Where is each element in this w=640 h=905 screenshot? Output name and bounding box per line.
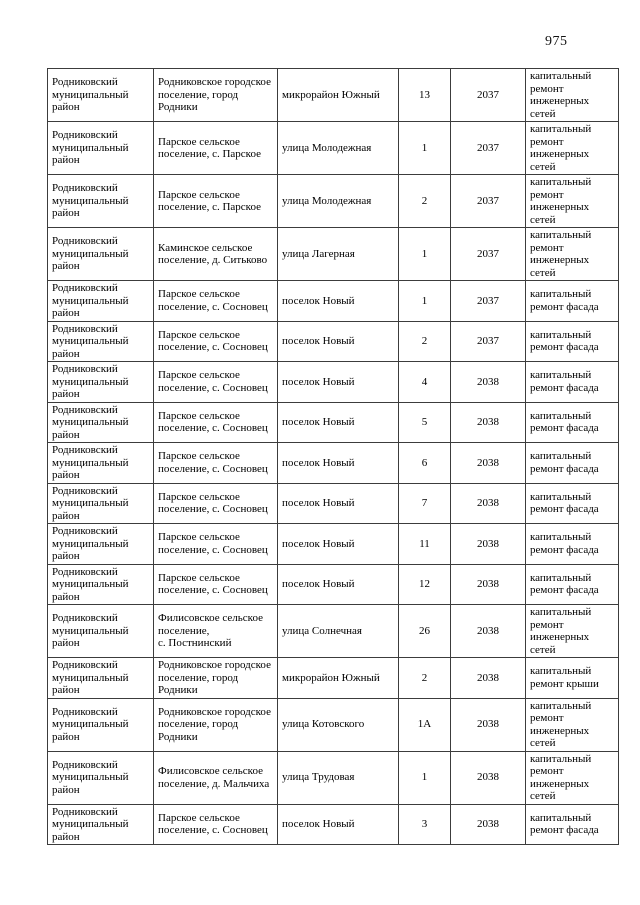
- cell-district: Родниковский муниципальный район: [48, 321, 154, 362]
- table-row: [48, 564, 619, 605]
- cell-house: 1: [399, 228, 451, 281]
- cell-district: Родниковский муниципальный район: [48, 658, 154, 699]
- cell-work: капитальный ремонт фасада: [526, 443, 619, 484]
- cell-street: поселок Новый: [278, 524, 399, 565]
- cell-year: 2038: [451, 564, 526, 605]
- cell-street: поселок Новый: [278, 402, 399, 443]
- cell-settlement: Парское сельское поселение, с. Сосновец: [154, 362, 278, 403]
- cell-street: микрорайон Южный: [278, 658, 399, 699]
- cell-district: Родниковский муниципальный район: [48, 69, 154, 122]
- cell-year: 2038: [451, 362, 526, 403]
- table-row: [48, 443, 619, 484]
- cell-year: 2037: [451, 175, 526, 228]
- cell-work: капитальный ремонт фасада: [526, 564, 619, 605]
- cell-district: Родниковский муниципальный район: [48, 228, 154, 281]
- cell-settlement: Парское сельское поселение, с. Сосновец: [154, 321, 278, 362]
- cell-work: капитальный ремонт фасада: [526, 483, 619, 524]
- cell-year: 2038: [451, 524, 526, 565]
- cell-work: капитальный ремонт инженерных сетей: [526, 605, 619, 658]
- table-row: [48, 175, 619, 228]
- cell-house: 2: [399, 321, 451, 362]
- cell-work: капитальный ремонт фасада: [526, 321, 619, 362]
- cell-house: 3: [399, 804, 451, 845]
- cell-district: Родниковский муниципальный район: [48, 751, 154, 804]
- cell-district: Родниковский муниципальный район: [48, 698, 154, 751]
- cell-street: улица Котовского: [278, 698, 399, 751]
- cell-district: Родниковский муниципальный район: [48, 175, 154, 228]
- cell-street: поселок Новый: [278, 443, 399, 484]
- cell-settlement: Родниковское городское поселение, город Родники: [154, 69, 278, 122]
- cell-work: капитальный ремонт фасада: [526, 281, 619, 322]
- cell-year: 2038: [451, 605, 526, 658]
- cell-work: капитальный ремонт инженерных сетей: [526, 69, 619, 122]
- cell-settlement: Каминское сельское поселение, д. Ситьково: [154, 228, 278, 281]
- cell-house: 2: [399, 175, 451, 228]
- cell-street: улица Молодежная: [278, 122, 399, 175]
- cell-street: микрорайон Южный: [278, 69, 399, 122]
- cell-work: капитальный ремонт фасада: [526, 402, 619, 443]
- cell-work: капитальный ремонт фасада: [526, 804, 619, 845]
- cell-street: улица Молодежная: [278, 175, 399, 228]
- cell-house: 26: [399, 605, 451, 658]
- cell-settlement: Парское сельское поселение, с. Парское: [154, 175, 278, 228]
- cell-house: 2: [399, 658, 451, 699]
- cell-year: 2037: [451, 321, 526, 362]
- cell-house: 1: [399, 122, 451, 175]
- table-row: [48, 658, 619, 699]
- cell-street: поселок Новый: [278, 804, 399, 845]
- cell-street: улица Солнечная: [278, 605, 399, 658]
- cell-year: 2038: [451, 443, 526, 484]
- repair-schedule-table: [47, 68, 619, 845]
- cell-house: 6: [399, 443, 451, 484]
- table-row: [48, 804, 619, 845]
- cell-street: улица Лагерная: [278, 228, 399, 281]
- cell-house: 1: [399, 751, 451, 804]
- cell-settlement: Родниковское городское поселение, город Родники: [154, 698, 278, 751]
- table-row: [48, 228, 619, 281]
- cell-street: поселок Новый: [278, 564, 399, 605]
- page-number: 975: [545, 34, 568, 49]
- table-row: [48, 483, 619, 524]
- cell-settlement: Родниковское городское поселение, город Родники: [154, 658, 278, 699]
- cell-street: поселок Новый: [278, 321, 399, 362]
- table-row: [48, 362, 619, 403]
- cell-work: капитальный ремонт инженерных сетей: [526, 698, 619, 751]
- cell-district: Родниковский муниципальный район: [48, 281, 154, 322]
- table-row: [48, 605, 619, 658]
- cell-house: 4: [399, 362, 451, 403]
- cell-year: 2038: [451, 698, 526, 751]
- table-row: [48, 321, 619, 362]
- cell-year: 2037: [451, 122, 526, 175]
- cell-year: 2038: [451, 804, 526, 845]
- table-body: [48, 69, 619, 845]
- table-row: [48, 698, 619, 751]
- cell-house: 1А: [399, 698, 451, 751]
- cell-house: 5: [399, 402, 451, 443]
- cell-house: 12: [399, 564, 451, 605]
- cell-work: капитальный ремонт крыши: [526, 658, 619, 699]
- cell-house: 13: [399, 69, 451, 122]
- cell-district: Родниковский муниципальный район: [48, 122, 154, 175]
- cell-district: Родниковский муниципальный район: [48, 362, 154, 403]
- cell-house: 7: [399, 483, 451, 524]
- cell-settlement: Парское сельское поселение, с. Сосновец: [154, 483, 278, 524]
- cell-settlement: Парское сельское поселение, с. Сосновец: [154, 524, 278, 565]
- cell-district: Родниковский муниципальный район: [48, 524, 154, 565]
- cell-work: капитальный ремонт инженерных сетей: [526, 751, 619, 804]
- cell-settlement: Парское сельское поселение, с. Парское: [154, 122, 278, 175]
- cell-work: капитальный ремонт фасада: [526, 362, 619, 403]
- cell-year: 2038: [451, 483, 526, 524]
- cell-house: 1: [399, 281, 451, 322]
- cell-house: 11: [399, 524, 451, 565]
- cell-settlement: Филисовское сельское поселение, с. Постнинский: [154, 605, 278, 658]
- cell-settlement: Парское сельское поселение, с. Сосновец: [154, 564, 278, 605]
- cell-district: Родниковский муниципальный район: [48, 443, 154, 484]
- cell-settlement: Парское сельское поселение, с. Сосновец: [154, 443, 278, 484]
- table-row: [48, 751, 619, 804]
- table-row: [48, 69, 619, 122]
- cell-street: улица Трудовая: [278, 751, 399, 804]
- cell-street: поселок Новый: [278, 281, 399, 322]
- table-row: [48, 281, 619, 322]
- cell-work: капитальный ремонт инженерных сетей: [526, 228, 619, 281]
- cell-settlement: Парское сельское поселение, с. Сосновец: [154, 804, 278, 845]
- cell-street: поселок Новый: [278, 362, 399, 403]
- cell-settlement: Парское сельское поселение, с. Сосновец: [154, 281, 278, 322]
- cell-settlement: Парское сельское поселение, с. Сосновец: [154, 402, 278, 443]
- cell-district: Родниковский муниципальный район: [48, 804, 154, 845]
- cell-year: 2038: [451, 402, 526, 443]
- cell-settlement: Филисовское сельское поселение, д. Мальчиха: [154, 751, 278, 804]
- cell-year: 2037: [451, 69, 526, 122]
- table-row: [48, 402, 619, 443]
- cell-year: 2038: [451, 658, 526, 699]
- cell-district: Родниковский муниципальный район: [48, 402, 154, 443]
- cell-work: капитальный ремонт инженерных сетей: [526, 122, 619, 175]
- cell-year: 2037: [451, 281, 526, 322]
- cell-year: 2037: [451, 228, 526, 281]
- cell-year: 2038: [451, 751, 526, 804]
- cell-work: капитальный ремонт инженерных сетей: [526, 175, 619, 228]
- table-row: [48, 122, 619, 175]
- table-row: [48, 524, 619, 565]
- cell-street: поселок Новый: [278, 483, 399, 524]
- cell-district: Родниковский муниципальный район: [48, 483, 154, 524]
- cell-district: Родниковский муниципальный район: [48, 564, 154, 605]
- cell-district: Родниковский муниципальный район: [48, 605, 154, 658]
- cell-work: капитальный ремонт фасада: [526, 524, 619, 565]
